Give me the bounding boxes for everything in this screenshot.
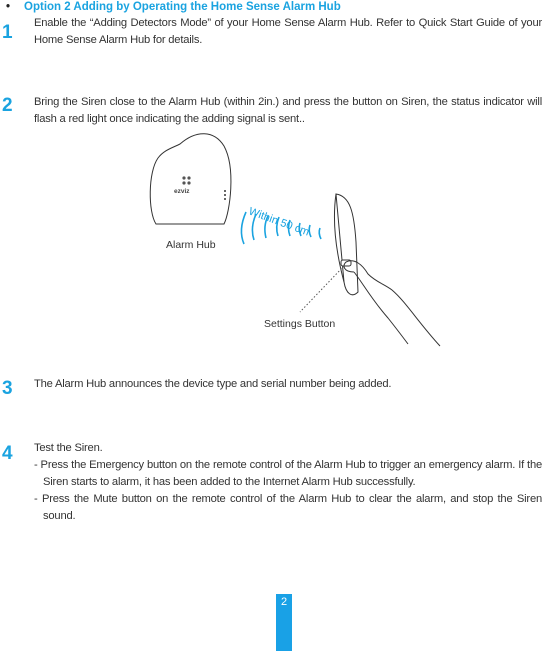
- step-2-text: [34, 94, 542, 128]
- distance-label: Within 50 cm: [246, 205, 311, 239]
- hub-logo-text: ezviz: [174, 188, 190, 195]
- step-4-text: [34, 440, 542, 525]
- step-1-number: 1: [2, 22, 13, 43]
- step-3-text: [34, 376, 542, 393]
- step-2-number: 2: [2, 95, 13, 116]
- step-3-number: 3: [2, 378, 13, 399]
- step-1-paragraph: Enable the “Adding Detectors Mode” of your Home Sense Alarm Hub. Refer to Quick Start Guide of your Home Sense Alarm Hub for details.: [34, 17, 542, 46]
- hand-icon: [344, 261, 440, 346]
- page-number-tab: [276, 594, 292, 651]
- step-1-text: [34, 15, 542, 49]
- step-4-bullet-2: - Press the Mute button on the remote control of the Alarm Hub to clear the alarm, and stop the Siren sound.: [34, 493, 542, 522]
- pairing-illustration: [140, 132, 450, 357]
- step-4-bullet-1: - Press the Emergency button on the remote control of the Alarm Hub to trigger an emergency alarm. If the Siren starts to alarm, it has been added to the Internet Alarm Hub successfully.: [34, 459, 542, 488]
- settings-callout-line: [300, 266, 344, 312]
- page-number: 2: [280, 596, 288, 608]
- alarm-hub-label: Alarm Hub: [166, 239, 216, 251]
- step-4-number: 4: [2, 443, 13, 464]
- step-2-paragraph: Bring the Siren close to the Alarm Hub (within 2in.) and press the button on Siren, the status indicator will flash a red light once indicating the adding signal is sent..: [34, 96, 542, 125]
- alarm-hub-device: [150, 134, 231, 224]
- section-title: [6, 1, 341, 13]
- step-4-intro: Test the Siren.: [34, 442, 103, 454]
- siren-device: [334, 194, 358, 295]
- title-bullet: •: [6, 1, 11, 13]
- step-3-paragraph: The Alarm Hub announces the device type and serial number being added.: [34, 378, 392, 390]
- title-text: Option 2 Adding by Operating the Home Sense Alarm Hub: [24, 1, 341, 13]
- settings-button-label: Settings Button: [264, 318, 336, 330]
